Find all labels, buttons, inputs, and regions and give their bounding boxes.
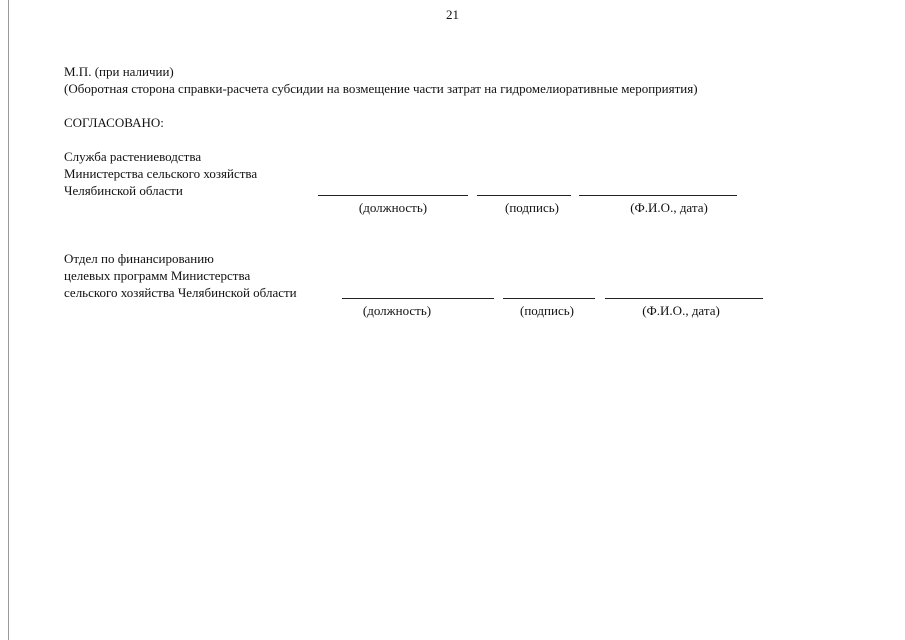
name-date-caption: (Ф.И.О., дата) <box>642 303 720 318</box>
name-date-signature-line <box>579 195 737 196</box>
org-line: целевых программ Министерства <box>64 268 251 283</box>
stamp-note: М.П. (при наличии) <box>64 64 174 79</box>
position-signature-line <box>318 195 468 196</box>
org-line: Отдел по финансированию <box>64 251 214 266</box>
approval-heading: СОГЛАСОВАНО: <box>64 115 164 130</box>
org-line: Министерства сельского хозяйства <box>64 166 258 181</box>
signature-line <box>477 195 571 196</box>
page-number: 21 <box>446 7 459 22</box>
position-caption: (должность) <box>362 303 432 318</box>
signature-caption: (подпись) <box>520 303 574 318</box>
name-date-signature-line <box>605 298 763 299</box>
org-line: сельского хозяйства Челябинской области <box>64 285 297 300</box>
name-date-caption: (Ф.И.О., дата) <box>630 200 708 215</box>
signature-line <box>503 298 595 299</box>
org-line: Челябинской области <box>64 183 183 198</box>
page-left-border <box>8 0 9 640</box>
org-line: Служба растениеводства <box>64 149 202 164</box>
position-signature-line <box>342 298 494 299</box>
reverse-side-note: (Оборотная сторона справки-расчета субсидии на возмещение части затрат на гидромелиоративные мероприятия) <box>64 81 698 96</box>
position-caption: (должность) <box>358 200 428 215</box>
signature-caption: (подпись) <box>505 200 559 215</box>
